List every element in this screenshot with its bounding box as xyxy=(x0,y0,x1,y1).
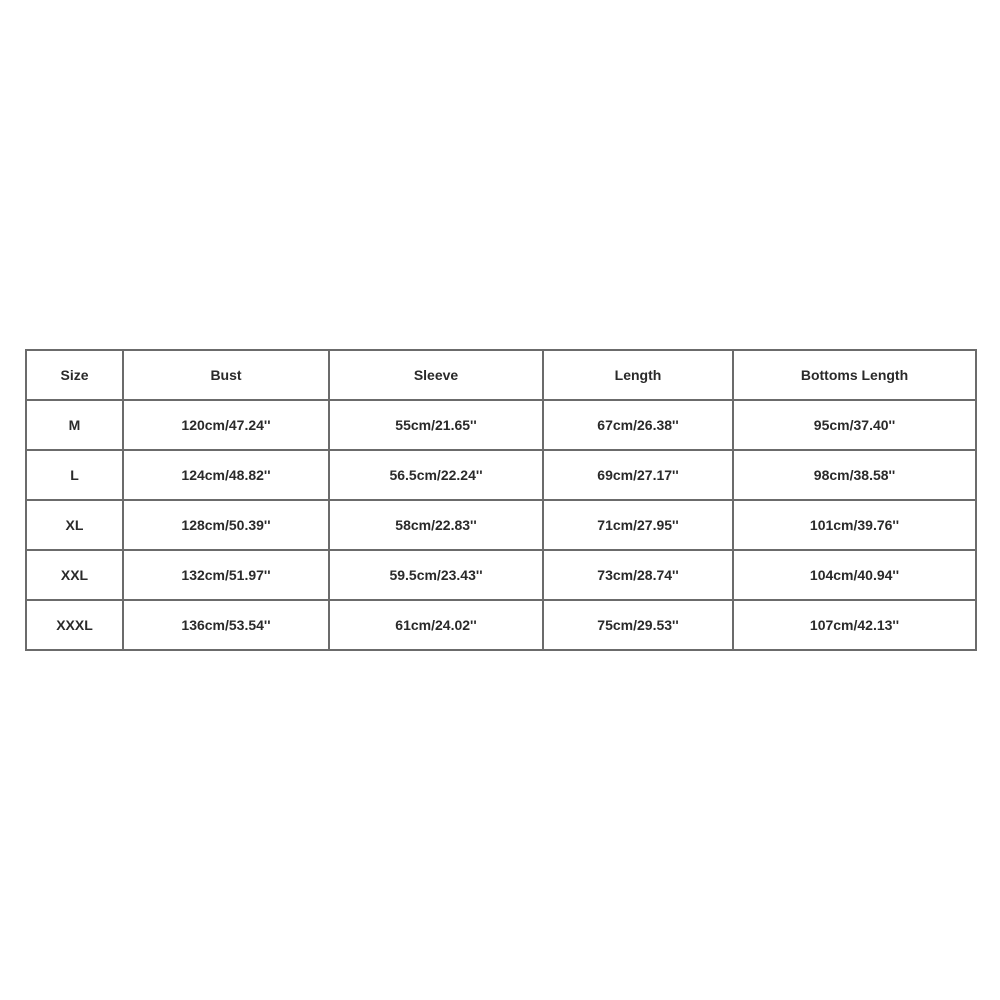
cell-bust: 124cm/48.82'' xyxy=(123,450,329,500)
cell-length: 67cm/26.38'' xyxy=(543,400,733,450)
cell-bust: 132cm/51.97'' xyxy=(123,550,329,600)
cell-size: XL xyxy=(26,500,123,550)
table-row xyxy=(26,550,976,600)
table-header-row xyxy=(26,350,976,400)
cell-bust: 128cm/50.39'' xyxy=(123,500,329,550)
cell-length: 75cm/29.53'' xyxy=(543,600,733,650)
cell-sleeve: 58cm/22.83'' xyxy=(329,500,543,550)
cell-length: 69cm/27.17'' xyxy=(543,450,733,500)
cell-bottoms-length: 101cm/39.76'' xyxy=(733,500,976,550)
cell-sleeve: 59.5cm/23.43'' xyxy=(329,550,543,600)
cell-bottoms-length: 98cm/38.58'' xyxy=(733,450,976,500)
cell-sleeve: 56.5cm/22.24'' xyxy=(329,450,543,500)
cell-bust: 120cm/47.24'' xyxy=(123,400,329,450)
cell-size: L xyxy=(26,450,123,500)
header-sleeve: Sleeve xyxy=(329,350,543,400)
header-size: Size xyxy=(26,350,123,400)
header-bottoms-length: Bottoms Length xyxy=(733,350,976,400)
cell-bottoms-length: 107cm/42.13'' xyxy=(733,600,976,650)
cell-sleeve: 61cm/24.02'' xyxy=(329,600,543,650)
header-length: Length xyxy=(543,350,733,400)
table-row xyxy=(26,450,976,500)
header-bust: Bust xyxy=(123,350,329,400)
cell-bottoms-length: 95cm/37.40'' xyxy=(733,400,976,450)
cell-bottoms-length: 104cm/40.94'' xyxy=(733,550,976,600)
cell-sleeve: 55cm/21.65'' xyxy=(329,400,543,450)
cell-size: XXL xyxy=(26,550,123,600)
cell-size: XXXL xyxy=(26,600,123,650)
cell-size: M xyxy=(26,400,123,450)
table-row xyxy=(26,400,976,450)
table-row xyxy=(26,500,976,550)
cell-bust: 136cm/53.54'' xyxy=(123,600,329,650)
size-chart-table xyxy=(25,349,977,651)
cell-length: 73cm/28.74'' xyxy=(543,550,733,600)
table-row xyxy=(26,600,976,650)
cell-length: 71cm/27.95'' xyxy=(543,500,733,550)
